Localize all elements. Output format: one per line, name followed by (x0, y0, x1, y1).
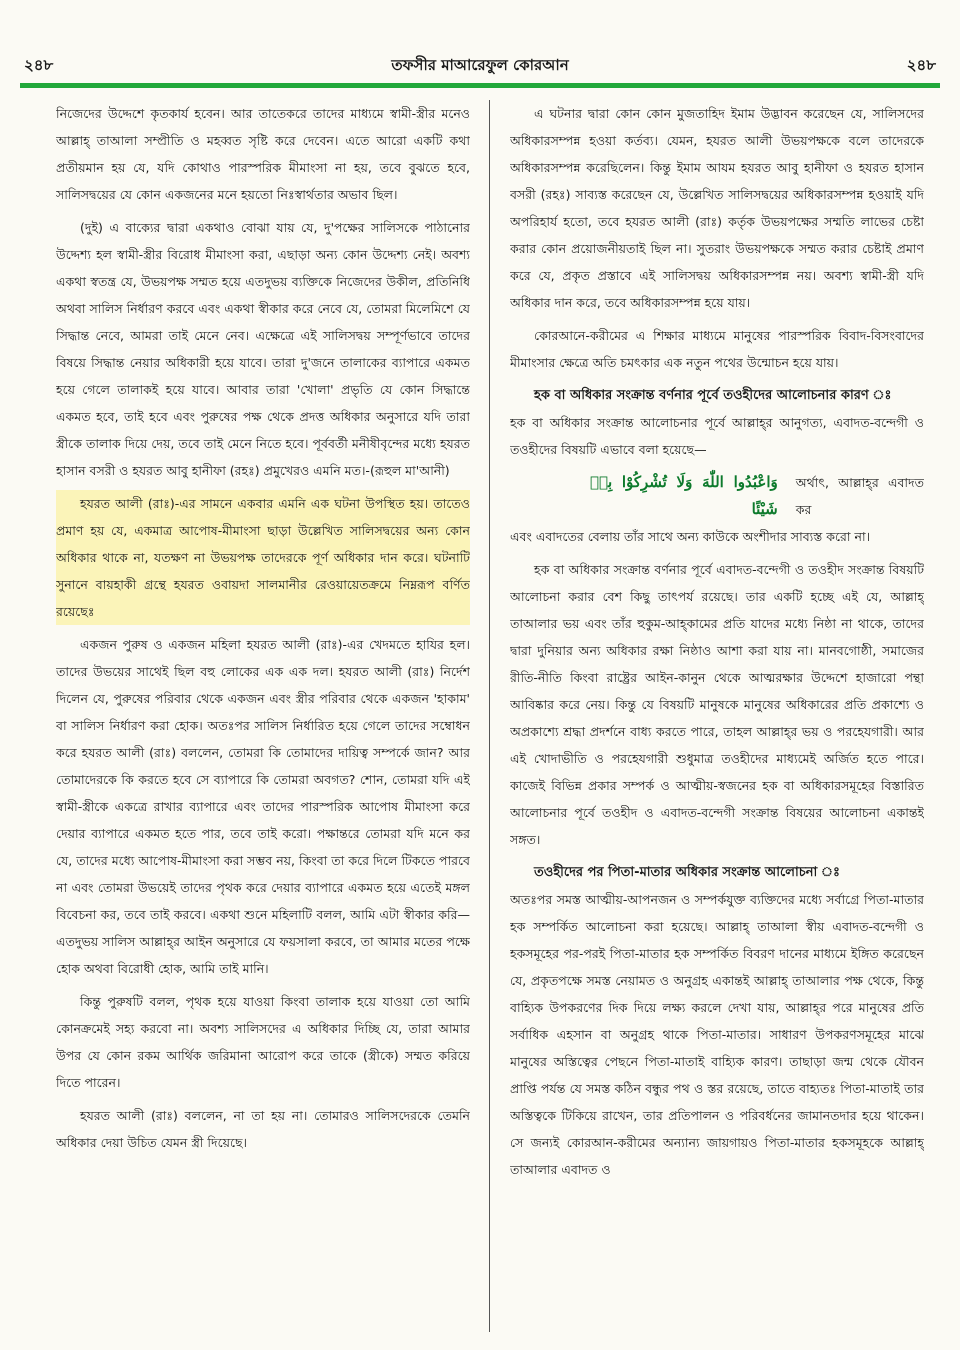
quran-verse-line (510, 469, 924, 523)
paragraph: একজন পুরুষ ও একজন মহিলা হযরত আলী (রাঃ)-এর খেদমতে হাযির হল। তাদের উভয়ের সাথেই ছিল বহু লোকের এক এক দল। হযরত আলী (রাঃ) নির্দেশ দিলেন যে, পুরুষের পরিবার থেকে একজন এবং স্ত্রীর পরিবার থেকে একজন 'হাকাম' বা সালিস নির্ধারণ করা হোক। অতঃপর সালিস নির্ধারিত হয়ে গেলে তাদের সম্বোধন করে হযরত আলী (রাঃ) বললেন, তোমরা কি তোমাদের দায়িত্ব সম্পর্কে জান? আর তোমাদেরকে কি করতে হবে সে ব্যাপারে কি তোমরা অবগত? শোন, তোমরা যদি এই স্বামী-স্ত্রীকে একত্রে রাখার ব্যাপারে এবং তাদের পারস্পরিক আপোষ মীমাংসা করে দেয়ার ব্যাপারে একমত হতে পার, তবে তাই করো। পক্ষান্তরে তোমরা যদি মনে কর যে, তাদের মধ্যে আপোষ-মীমাংসা করা সম্ভব নয়, কিংবা তা করে দিলে টিকতে পারবে না এবং তোমরা উভয়েই তাদের পৃথক করে দেয়ার ব্যাপারে একমত হয়ে এতেই মঙ্গল বিবেচনা কর, তবে তাই করবে। একথা শুনে মহিলাটি বলল, আমি এটা স্বীকার করি— এতদুভয় সালিস আল্লাহ্‌র আইন অনুসারে যে ফয়সালা করবে, তা আমার মতের পক্ষে হোক অথবা বিরোধী হোক, আমি তাই মানি। (56, 637, 470, 976)
page-number-right: ২৪৮ (906, 55, 936, 74)
paragraph: এ ঘটনার দ্বারা কোন কোন মুজতাহিদ ইমাম উদ্ভাবন করেছেন যে, সালিসদের অধিকারসম্পন্ন হওয়া কর্তব্য। যেমন, হযরত আলী উভয়পক্ষকে বলে তাদেরকে অধিকারসম্পন্ন করেছিলেন। কিন্তু ইমাম আযম হযরত আবু হানীফা ও হযরত হাসান বসরী (রহঃ) সাব্যস্ত করেছেন যে, উল্লেখিত সালিসদ্বয়ের অধিকারসম্পন্ন হওয়াই যদি অপরিহার্য হতো, তবে হযরত আলী (রাঃ) কর্তৃক উভয়পক্ষের সম্মতি লাভের চেষ্টা করার কোন প্রয়োজনীয়তাই ছিল না। সুতরাং উভয়পক্ষকে সম্মত করার চেষ্টাই প্রমাণ করে যে, প্রকৃত প্রস্তাবে এই সালিসদ্বয় অধিকারসম্পন্ন নয়। অবশ্য স্বামী-স্ত্রী যদি অধিকার দান করে, তবে অধিকারসম্পন্ন হয়ে যায়। (510, 106, 924, 310)
arabic-verse: وَاعْبُدُوا اللّٰهَ وَلَا تُشْرِكُوْا بِهٖ شَيْئًا (590, 473, 778, 518)
right-column (510, 100, 924, 1340)
header-rule (20, 83, 940, 88)
paragraph: এবং এবাদতের বেলায় তাঁর সাথে অন্য কাউকে অংশীদার সাব্যস্ত করো না। (510, 529, 871, 544)
paragraph: হযরত আলী (রাঃ)-এর সামনে একবার এমনি এক ঘটনা উপস্থিত হয়। তাতেও প্রমাণ হয় যে, একমাত্র আপোষ-মীমাংসা ছাড়া উল্লেখিত সালিসদ্বয়ের অন্য কোন অধিকার থাকে না, যতক্ষণ না উভয়পক্ষ তাদেরকে পূর্ণ অধিকার দান করে। ঘটনাটি সুনানে বায়হাকী গ্রন্থে হযরত ওবায়দা সালমানীর রেওয়ায়েতক্রমে নিম্নরূপ বর্ণিত রয়েছেঃ (56, 490, 470, 625)
column-divider (489, 100, 490, 1332)
page-header (24, 52, 936, 80)
section-heading: তওহীদের পর পিতা-মাতার অধিকার সংক্রান্ত আলোচনা ঃ (534, 865, 840, 880)
book-title: তফসীর মাআরেফুল কোরআন (391, 55, 569, 74)
paragraph: হক বা অধিকার সংক্রান্ত বর্ণনার পূর্বে এবাদত-বন্দেগী ও তওহীদ সংক্রান্ত বিষয়টি আলোচনা করার বেশ কিছু তাৎপর্য রয়েছে। তার একটি হচ্ছে এই যে, আল্লাহ্ তাআলার ভয় এবং তাঁর হুকুম-আহ্কামের প্রতি যাদের মধ্যে নিষ্ঠা না থাকে, তাদের দ্বারা দুনিয়ার অন্য অধিকার রক্ষা নিষ্ঠাও আশা করা যায় না। মানবগোষ্ঠী, সমাজের রীতি-নীতি কিংবা রাষ্ট্রের আইন-কানুন থেকে আত্মরক্ষার উদ্দেশে হাজারো পন্থা আবিষ্কার করে নেয়। কিন্তু যে বিষয়টি মানুষকে মানুষের অধিকারের প্রতি প্রকাশ্যে ও অপ্রকাশ্যে শ্রদ্ধা প্রদর্শনে বাধ্য করতে পারে, তাহল আল্লাহ্‌র ভয় ও পরহেযগারী। আর এই খোদাভীতি ও পরহেযগারী শুধুমাত্র তওহীদের মাধ্যমেই অর্জিত হতে পারে। কাজেই বিভিন্ন প্রকার সম্পর্ক ও আত্মীয়-স্বজনের হক বা অধিকারসমূহের বিস্তারিত আলোচনার পূর্বে তওহীদ ও এবাদত-বন্দেগী সংক্রান্ত বিষয়ের আলোচনা একান্তই সঙ্গত। (510, 562, 924, 847)
page-number-left: ২৪৮ (24, 55, 54, 74)
section-heading: হক বা অধিকার সংক্রান্ত বর্ণনার পূর্বে তওহীদের আলোচনার কারণ ঃ (534, 388, 892, 403)
left-column (56, 100, 470, 1340)
paragraph: নিজেদের উদ্দেশে কৃতকার্য হবেন। আর তাতেকরে তাদের মাধ্যমে স্বামী-স্ত্রীর মনেও আল্লাহ্ তাআলা সম্প্রীতি ও মহব্বত সৃষ্টি করে দেবেন। এতে আরো একটি কথা প্রতীয়মান হয় যে, যদি কোথাও পারস্পরিক মীমাংসা না হয়, তবে বুঝতে হবে, সালিসদ্বয়ের যে কোন একজনের মনে হয়তো নিঃস্বার্থতার অভাব ছিল। (56, 106, 470, 202)
paragraph: কিন্তু পুরুষটি বলল, পৃথক হয়ে যাওয়া কিংবা তালাক হয়ে যাওয়া তো আমি কোনক্রমেই সহ্য করবো না। অবশ্য সালিসদের এ অধিকার দিচ্ছি যে, তারা আমার উপর যে কোন রকম আর্থিক জরিমানা আরোপ করে তাকে (স্ত্রীকে) সম্মত করিয়ে দিতে পারেন। (56, 994, 470, 1090)
paragraph: কোরআনে-করীমের এ শিক্ষার মাধ্যমে মানুষের পারস্পরিক বিবাদ-বিসংবাদের মীমাংসার ক্ষেত্রে অতি চমৎকার এক নতুন পথের উন্মোচন হয়ে যায়। (510, 328, 924, 370)
paragraph: অতঃপর সমস্ত আত্মীয়-আপনজন ও সম্পর্কযুক্ত ব্যক্তিদের মধ্যে সর্বাগ্রে পিতা-মাতার হক সম্পর্কিত আলোচনা করা হয়েছে। আল্লাহ্ তাআলা স্বীয় এবাদত-বন্দেগী ও হকসমূহের পর-পরই পিতা-মাতার হক সম্পর্কিত বিবরণ দানের মাধ্যমে ইঙ্গিত করেছেন যে, প্রকৃতপক্ষে সমস্ত নেয়ামত ও অনুগ্রহ একান্তই আল্লাহ্ তাআলার পক্ষ থেকে, কিন্তু বাহ্যিক উপকরণের দিক দিয়ে লক্ষ্য করলে দেখা যায়, আল্লাহ্‌র পরে মানুষের প্রতি সর্বাধিক এহসান বা অনুগ্রহ থাকে পিতা-মাতার। সাধারণ উপকরণসমূহের মাঝে মানুষের অস্তিত্বের পেছনে পিতা-মাতাই বাহ্যিক কারণ। তাছাড়া জন্ম থেকে যৌবন প্রাপ্তি পর্যন্ত যে সমস্ত কঠিন বন্ধুর পথ ও স্তর রয়েছে, তাতে বাহ্যতঃ পিতা-মাতাই তার অস্তিত্বকে টিকিয়ে রাখেন, তার প্রতিপালন ও পরিবর্ধনের জামানতদার হয়ে থাকেন। সে জন্যই কোরআন-করীমের অন্যান্য জায়গায়ও পিতা-মাতার হকসমূহকে আল্লাহ্ তাআলার এবাদত ও (510, 892, 924, 1177)
paragraph: (দুই) এ বাক্যের দ্বারা একথাও বোঝা যায় যে, দু'পক্ষের সালিসকে পাঠানোর উদ্দেশ্য হল স্বামী-স্ত্রীর বিরোধ মীমাংসা করা, এছাড়া অন্য কোন উদ্দেশ্য নেই। অবশ্য একথা স্বতন্ত্র যে, উভয়পক্ষ সম্মত হয়ে এতদুভয় ব্যক্তিকে নিজেদের উকীল, প্রতিনিধি অথবা সালিস নির্ধারণ করবে এবং একথা স্বীকার করে নেবে যে, তোমরা মিলেমিশে যে সিদ্ধান্ত নেবে, আমরা তাই মেনে নেব। এক্ষেত্রে এই সালিসদ্বয় সম্পূর্ণভাবে তাদের বিষয়ে সিদ্ধান্ত নেয়ার অধিকারী হয়ে যাবে। তারা দু'জনে তালাকের ব্যাপারে একমত হয়ে গেলে তালাকই হয়ে যাবে। আবার তারা 'খোলা' প্রভৃতি যে কোন সিদ্ধান্তে একমত হবে, তাই হবে এবং পুরুষের পক্ষ থেকে প্রদত্ত অধিকার অনুসারে যদি তারা স্ত্রীকে তালাক দিয়ে দেয়, তবে তাই মেনে নিতে হবে। পূর্ববর্তী মনীষীবৃন্দের মধ্যে হযরত হাসান বসরী ও হযরত আবু হানীফা (রহঃ) প্রমুখেরও এমনি মত।-(রূহুল মা'আনী) (56, 220, 470, 478)
paragraph: হক বা অধিকার সংক্রান্ত আলোচনার পূর্বে আল্লাহ্‌র আনুগত্য, এবাদত-বন্দেগী ও তওহীদের বিষয়টি এভাবে বলা হয়েছে— (510, 415, 924, 457)
verse-translation: অর্থাৎ, আল্লাহ্‌র এবাদত কর (795, 475, 924, 517)
paragraph: হযরত আলী (রাঃ) বললেন, না তা হয় না। তোমারও সালিসদেরকে তেমনি অধিকার দেয়া উচিত যেমন স্ত্রী দিয়েছে। (56, 1108, 470, 1150)
